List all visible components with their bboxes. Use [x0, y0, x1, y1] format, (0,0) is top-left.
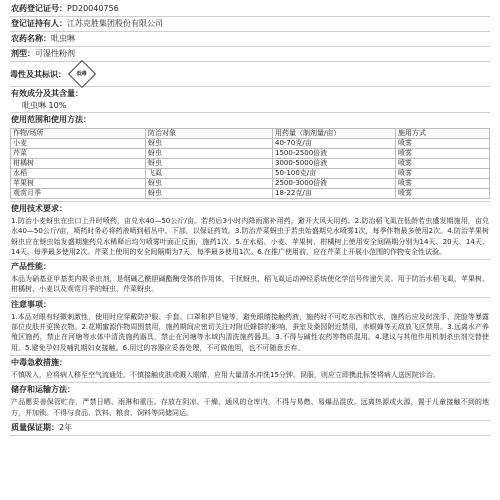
cell-target: 蚜虫	[146, 189, 273, 199]
storage-title: 储存和运输方法：	[11, 385, 75, 395]
form-value: 可湿性粉剂	[35, 49, 75, 58]
table-row	[11, 169, 490, 179]
usage-table	[10, 128, 490, 199]
cell-target: 飞虱	[146, 169, 273, 179]
name-label: 农药名称：	[11, 34, 51, 43]
cell-crop: 小麦	[11, 139, 146, 149]
cell-method: 喷雾	[396, 139, 490, 149]
holder-row	[10, 17, 490, 32]
reg-no-row	[10, 2, 490, 17]
notice-section	[10, 298, 490, 356]
ingredient-row	[10, 87, 490, 113]
tech-text: 1.防治小麦蚜虫在虫口上升时喷药，亩兑水40—50公斤/亩。若药后3小时内降雨需补用药，避开大风天用药。2.防治稻飞虱在低龄若虫盛发期施用，亩兑水40—50公斤/亩，喷药时务必将药液喷到稻丛中、下部，以保证药效。3.防治芹菜蚜虫于若虫始盛期兑水喷雾1次，每季作物最多使用2次。4.防治苹果树蚜虫应在蚜虫始发盛期施药兑水稀释后均匀喷雾叶面正反面，施药1次。5.在水稻、小麦、苹果树、柑橘树上使用安全间隔期分别为14天、20天、14天、14天，每季最多使用2次。芹菜上使用的安全间隔期为7天，每季最多使用1次。6.在推广使用前，应在芹菜上开展小范围的作物安全性试验。	[11, 217, 489, 256]
col-crop: 作物/场所	[11, 129, 146, 139]
ingredient-label: 有效成分及其含量：	[11, 89, 83, 98]
cell-crop: 芹菜	[11, 149, 146, 159]
ingredient-value: 吡虫啉 10%	[22, 101, 67, 110]
perf-section	[10, 260, 490, 298]
table-row	[11, 139, 490, 149]
tech-title: 使用技术要求：	[11, 204, 67, 213]
cell-method: 喷雾	[396, 179, 490, 189]
cell-dosage: 1500-2500倍液	[273, 149, 396, 159]
cell-target: 蚜虫	[146, 179, 273, 189]
cell-dosage: 18-22克/亩	[273, 189, 396, 199]
cell-crop: 柑橘树	[11, 159, 146, 169]
cell-method: 喷雾	[396, 169, 490, 179]
storage-text: 产品應妥善保管贮存，严禁日晒、雨淋和重压。存放在阴凉、干燥、通风的仓库内，不得与易燃、易爆品混放。远离热源或火源，置于儿童接触不到的地方，并加锁。不得与食品、饮料、粮食、饲料等同储同运。	[11, 398, 489, 417]
cell-dosage: 40-70克/亩	[273, 139, 396, 149]
storage-section	[10, 383, 490, 421]
firstaid-text: 不慎吸入，应将病人移至空气流通处。不慎接触皮肤或溅入眼睛，应用大量清水冲洗15分钟。误服，则应立即携此标签将病人送医院诊治。	[11, 370, 440, 379]
cell-target: 蚜虫	[146, 159, 273, 169]
holder-value: 江苏克胜集团股份有限公司	[67, 19, 163, 28]
cell-crop: 水稻	[11, 169, 146, 179]
cell-method: 喷雾	[396, 149, 490, 159]
reg-no-value: PD20040756	[67, 4, 119, 13]
cell-dosage: 3000-5000倍液	[273, 159, 396, 169]
notice-text: 1.本品对眼有轻微刺激性，使用时应穿戴防护服、手套、口罩和护目镜等，避免眼睛接触药液，施药时不可吃东西和饮水，施药后应及时洗手、洗脸等暴露部位皮肤并更换衣物。2.花期蜜源作物周围禁用，施药期间应密切关注对附近蜂群的影响，蚕室及桑园附近禁用，赤眼蜂等天敌放飞区禁用。3.远离水产养殖区施药，禁止在河塘等水体中清洗施药器具，禁止在河塘等水域内清洗施药器具。3.不得与碱性农药等物质混用。4.建议与其他作用机制杀虫剂交替使用。5.避免孕妇及哺乳期妇女接触。6.用过的容器应妥善处理，不可做他用，也不可随意丢弃。	[11, 312, 489, 352]
table-row	[11, 159, 490, 169]
form-label: 剂型：	[11, 49, 35, 58]
toxicity-row	[10, 62, 490, 87]
table-row	[11, 189, 490, 199]
col-method: 施用方式	[396, 129, 490, 139]
holder-label: 登记证持有人：	[11, 19, 67, 28]
col-dosage: 用药量（制剂量/亩）	[273, 129, 396, 139]
perf-text: 本品为硝基亚甲基类内吸杀虫剂，是烟碱乙酰胆碱酯酶受体的作用体，干扰蚜虫、稻飞虱运动神经系统使化学信号传递失灵。用于防治水稻飞虱、苹果树、柑橘树、小麦以及观赏月季的蚜虫、芹菜蚜虫。	[11, 275, 489, 294]
table-row	[11, 179, 490, 189]
shelf-row	[10, 421, 490, 436]
toxicity-label: 毒性及其标识：	[10, 69, 66, 79]
label-document	[10, 0, 490, 436]
name-value: 吡虫啉	[51, 34, 75, 43]
firstaid-title: 中毒急救措施：	[11, 357, 67, 367]
low-toxicity-icon	[68, 60, 96, 88]
cell-dosage: 50-100克/亩	[273, 169, 396, 179]
table-row	[11, 149, 490, 159]
toxicity-badge-text: 低毒	[76, 70, 88, 77]
usage-section	[10, 113, 490, 202]
firstaid-section	[10, 356, 490, 383]
usage-header-row	[11, 129, 490, 139]
reg-no-label: 农药登记证号：	[11, 4, 67, 13]
cell-target: 蚜虫	[146, 139, 273, 149]
shelf-label: 质量保证期：	[11, 422, 59, 432]
cell-dosage: 2500-3000倍液	[273, 179, 396, 189]
cell-crop: 苹果树	[11, 179, 146, 189]
cell-target: 蚜虫	[146, 149, 273, 159]
cell-method: 喷雾	[396, 189, 490, 199]
notice-title: 注意事项：	[11, 299, 51, 309]
tech-section	[10, 202, 490, 260]
col-target: 防治对象	[146, 129, 273, 139]
perf-title: 产品性能：	[11, 262, 51, 272]
name-row	[10, 32, 490, 47]
shelf-value: 2年	[59, 422, 73, 432]
usage-title: 使用范围和使用方法：	[11, 115, 91, 124]
cell-crop: 观赏月季	[11, 189, 146, 199]
cell-method: 喷雾	[396, 159, 490, 169]
